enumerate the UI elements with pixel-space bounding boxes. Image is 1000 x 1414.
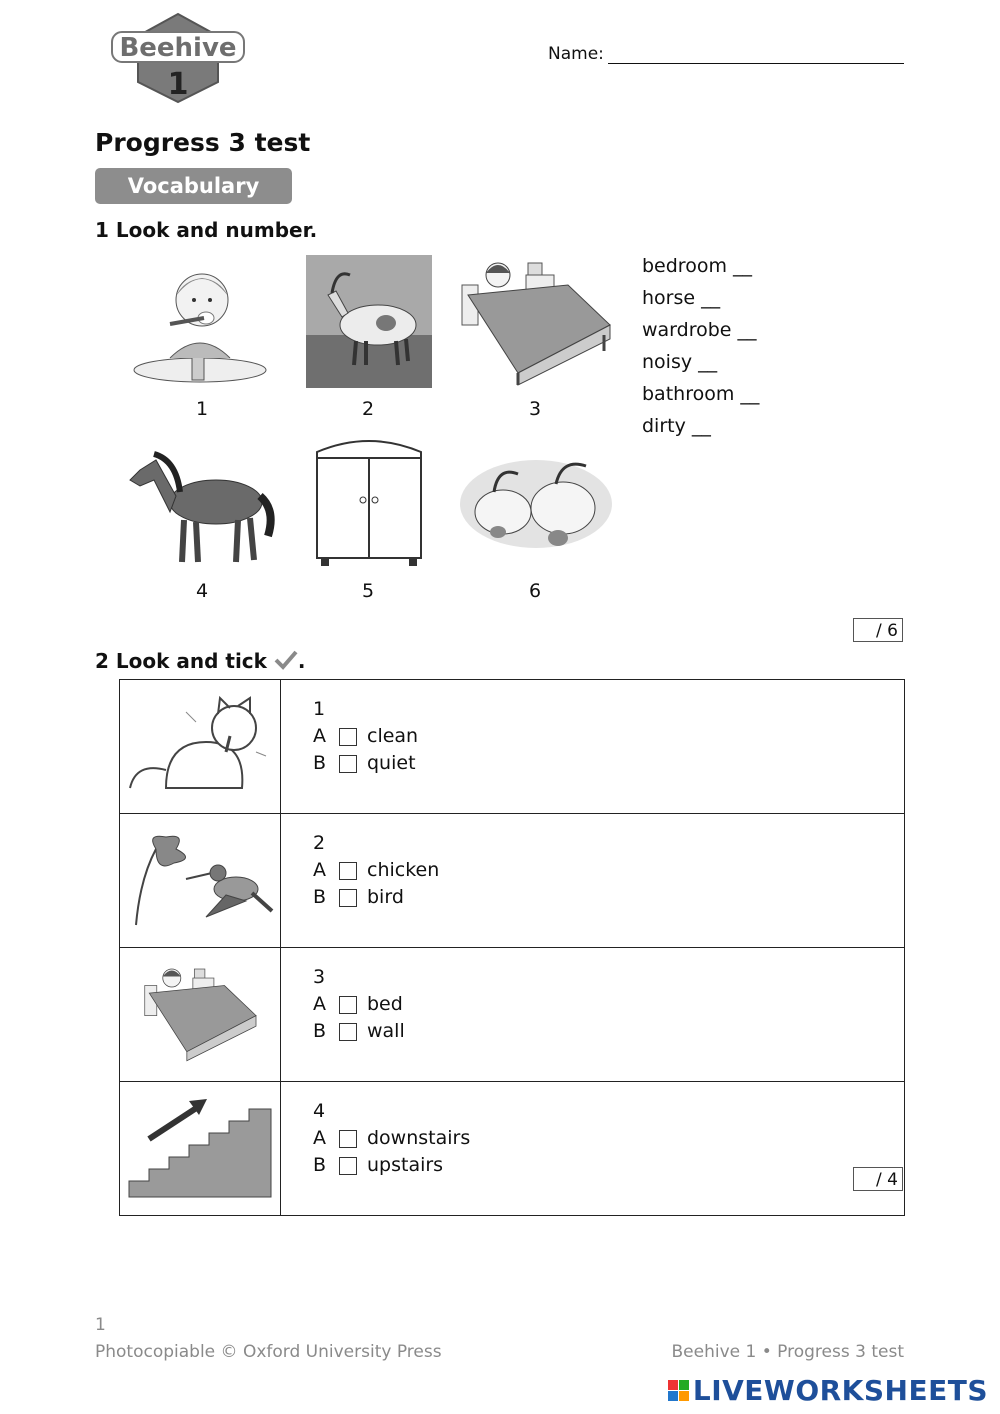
picture-number: 3 <box>528 398 542 420</box>
page-title: Progress 3 test <box>95 128 311 157</box>
picture-number: 4 <box>195 580 209 602</box>
option-label: wall <box>367 1020 405 1042</box>
footer-right-text: Beehive 1 • Progress 3 test <box>671 1342 904 1362</box>
girl-brushing-teeth-icon <box>130 258 270 383</box>
checkbox[interactable] <box>339 1023 357 1041</box>
logo-text: Beehive <box>119 33 237 63</box>
word-item[interactable]: horse __ <box>642 287 721 309</box>
copyright-text: Photocopiable © Oxford University Press <box>95 1342 442 1362</box>
option-label: clean <box>367 725 419 747</box>
checkbox[interactable] <box>339 889 357 907</box>
table-row <box>120 1082 905 1216</box>
exercise2-heading-tail: . <box>297 649 306 673</box>
row-image-cell <box>120 680 281 814</box>
option-b[interactable]: B upstairs <box>313 1152 904 1179</box>
exercise1-heading: 1 Look and number. <box>95 218 318 242</box>
row-image-cell <box>120 948 281 1082</box>
picture-number: 2 <box>361 398 375 420</box>
page-number: 1 <box>95 1315 106 1335</box>
tick-table <box>119 679 905 1216</box>
bird-and-flower-icon <box>126 829 274 929</box>
option-label: quiet <box>367 752 416 774</box>
exercise2-heading-text: 2 Look and tick <box>95 649 267 673</box>
option-label: bed <box>367 993 403 1015</box>
checkbox[interactable] <box>339 1130 357 1148</box>
word-list <box>642 250 759 442</box>
name-field[interactable] <box>608 45 904 64</box>
option-label: upstairs <box>367 1154 444 1176</box>
word-item[interactable]: bathroom __ <box>642 383 760 405</box>
checkbox[interactable] <box>339 862 357 880</box>
row-image-cell <box>120 1082 281 1216</box>
table-row <box>120 814 905 948</box>
option-a[interactable]: A downstairs <box>313 1125 904 1152</box>
stairs-arrow-up-icon <box>127 1095 273 1199</box>
question-number: 1 <box>313 698 326 720</box>
horse-icon <box>126 440 278 568</box>
checkbox[interactable] <box>339 1157 357 1175</box>
score-box: / 6 <box>853 618 903 642</box>
checkbox[interactable] <box>339 728 357 746</box>
tick-icon <box>274 650 298 670</box>
dirty-goat-icon <box>306 255 432 388</box>
name-row <box>548 44 904 64</box>
liveworksheets-logo[interactable] <box>668 1374 988 1407</box>
checkbox[interactable] <box>339 996 357 1014</box>
section-label: Vocabulary <box>95 168 292 204</box>
row-options <box>281 680 905 814</box>
cat-licking-paw-icon <box>126 692 274 797</box>
liveworksheets-brand: LIVEWORKSHEETS <box>692 1374 988 1407</box>
row-options <box>281 814 905 948</box>
word-item[interactable]: dirty __ <box>642 415 711 437</box>
word-item[interactable]: wardrobe __ <box>642 319 757 341</box>
option-b[interactable]: B bird <box>313 884 904 911</box>
beehive-logo <box>108 12 248 104</box>
row-options <box>281 948 905 1082</box>
row-options <box>281 1082 905 1216</box>
question-number: 3 <box>313 966 326 988</box>
question-number: 4 <box>313 1100 326 1122</box>
word-item[interactable]: noisy __ <box>642 351 718 373</box>
boy-in-bed-icon <box>458 255 613 388</box>
table-row <box>120 948 905 1082</box>
row-image-cell <box>120 814 281 948</box>
checkbox[interactable] <box>339 755 357 773</box>
picture-number: 1 <box>195 398 209 420</box>
option-b[interactable]: B quiet <box>313 750 904 777</box>
exercise2-heading <box>95 649 306 673</box>
picture-number: 6 <box>528 580 542 602</box>
option-a[interactable]: A bed <box>313 991 904 1018</box>
wardrobe-icon <box>313 434 425 570</box>
option-b[interactable]: B wall <box>313 1018 904 1045</box>
picture-number: 5 <box>361 580 375 602</box>
option-label: chicken <box>367 859 440 881</box>
option-a[interactable]: A clean <box>313 723 904 750</box>
liveworksheets-badge-icon <box>668 1380 689 1401</box>
question-number: 2 <box>313 832 326 854</box>
score-box: / 4 <box>853 1167 903 1191</box>
option-a[interactable]: A chicken <box>313 857 904 884</box>
noisy-goats-icon <box>458 452 613 552</box>
boy-in-bed-icon <box>140 963 260 1063</box>
option-label: bird <box>367 886 404 908</box>
option-label: downstairs <box>367 1127 471 1149</box>
word-item[interactable]: bedroom __ <box>642 255 753 277</box>
name-label: Name: <box>548 44 604 64</box>
table-row <box>120 680 905 814</box>
logo-level: 1 <box>167 67 189 102</box>
